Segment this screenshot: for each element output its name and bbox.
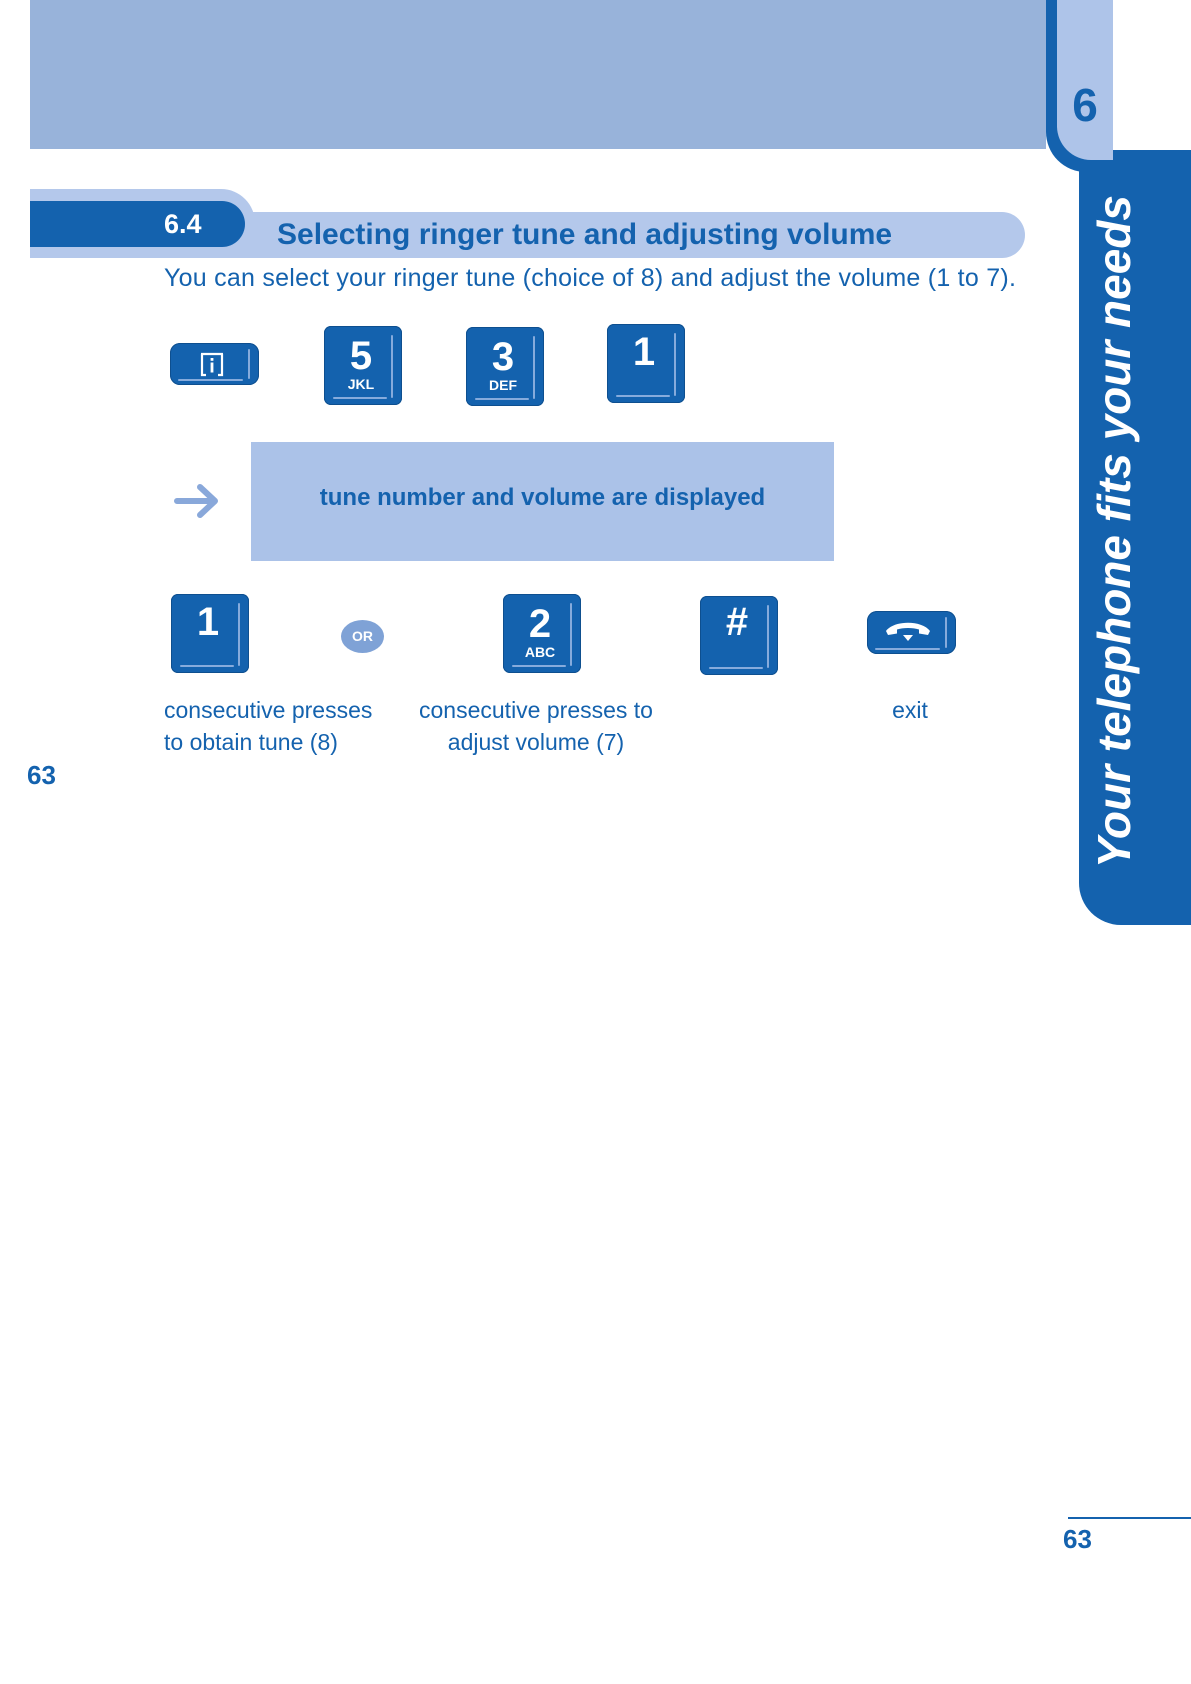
key-2-volume (503, 594, 581, 673)
key-hash (700, 596, 778, 675)
info-key (170, 343, 259, 385)
chapter-number: 6 (1072, 79, 1098, 131)
caption-volume (406, 694, 666, 758)
key-1-tune (171, 594, 249, 673)
page-number-rule (1068, 1517, 1191, 1519)
display-message: tune number and volume are displayed (319, 484, 766, 511)
key-digit: 3 (491, 335, 515, 379)
top-banner (30, 0, 1046, 149)
key-digit: 2 (528, 602, 552, 646)
chapter-title: Your telephone fits your needs (1088, 194, 1140, 868)
section-number-pill (30, 201, 245, 247)
caption-exit: exit (892, 697, 928, 723)
key-digit: 1 (196, 600, 220, 644)
caption-line: consecutive presses (164, 697, 373, 723)
key-digit: 5 (349, 334, 373, 378)
key-digit: 1 (632, 330, 656, 374)
chapter-side-band (1079, 150, 1191, 925)
key-letters: ABC (524, 644, 556, 660)
key-digit: # (725, 600, 749, 644)
section-number: 6.4 (164, 209, 202, 239)
key-letters: DEF (489, 377, 517, 393)
hang-up-icon (880, 616, 936, 646)
page-number: 63 (1063, 1524, 1092, 1554)
chapter-tab (1046, 0, 1113, 172)
or-badge (341, 620, 384, 653)
key-letters: JKL (347, 376, 375, 392)
key-3 (466, 327, 544, 406)
caption-tune (164, 694, 372, 758)
or-label: OR (352, 628, 373, 644)
arrow-right-icon (172, 480, 222, 522)
caption-line: adjust volume (7) (447, 729, 625, 755)
display-message-box (251, 442, 834, 561)
key-5 (324, 326, 402, 405)
key-1 (607, 324, 685, 403)
chapter-tab-inner (1057, 0, 1113, 160)
info-key-icon (197, 350, 227, 378)
caption-line: to obtain tune (8) (164, 729, 338, 755)
page-number-left: 63 (27, 760, 56, 790)
caption-line: consecutive presses to (419, 697, 653, 723)
section-title: Selecting ringer tune and adjusting volume (277, 218, 893, 251)
section-intro: You can select your ringer tune (choice of 8) and adjust the volume (1 to 7). (164, 264, 1017, 292)
hang-up-key (867, 611, 956, 654)
